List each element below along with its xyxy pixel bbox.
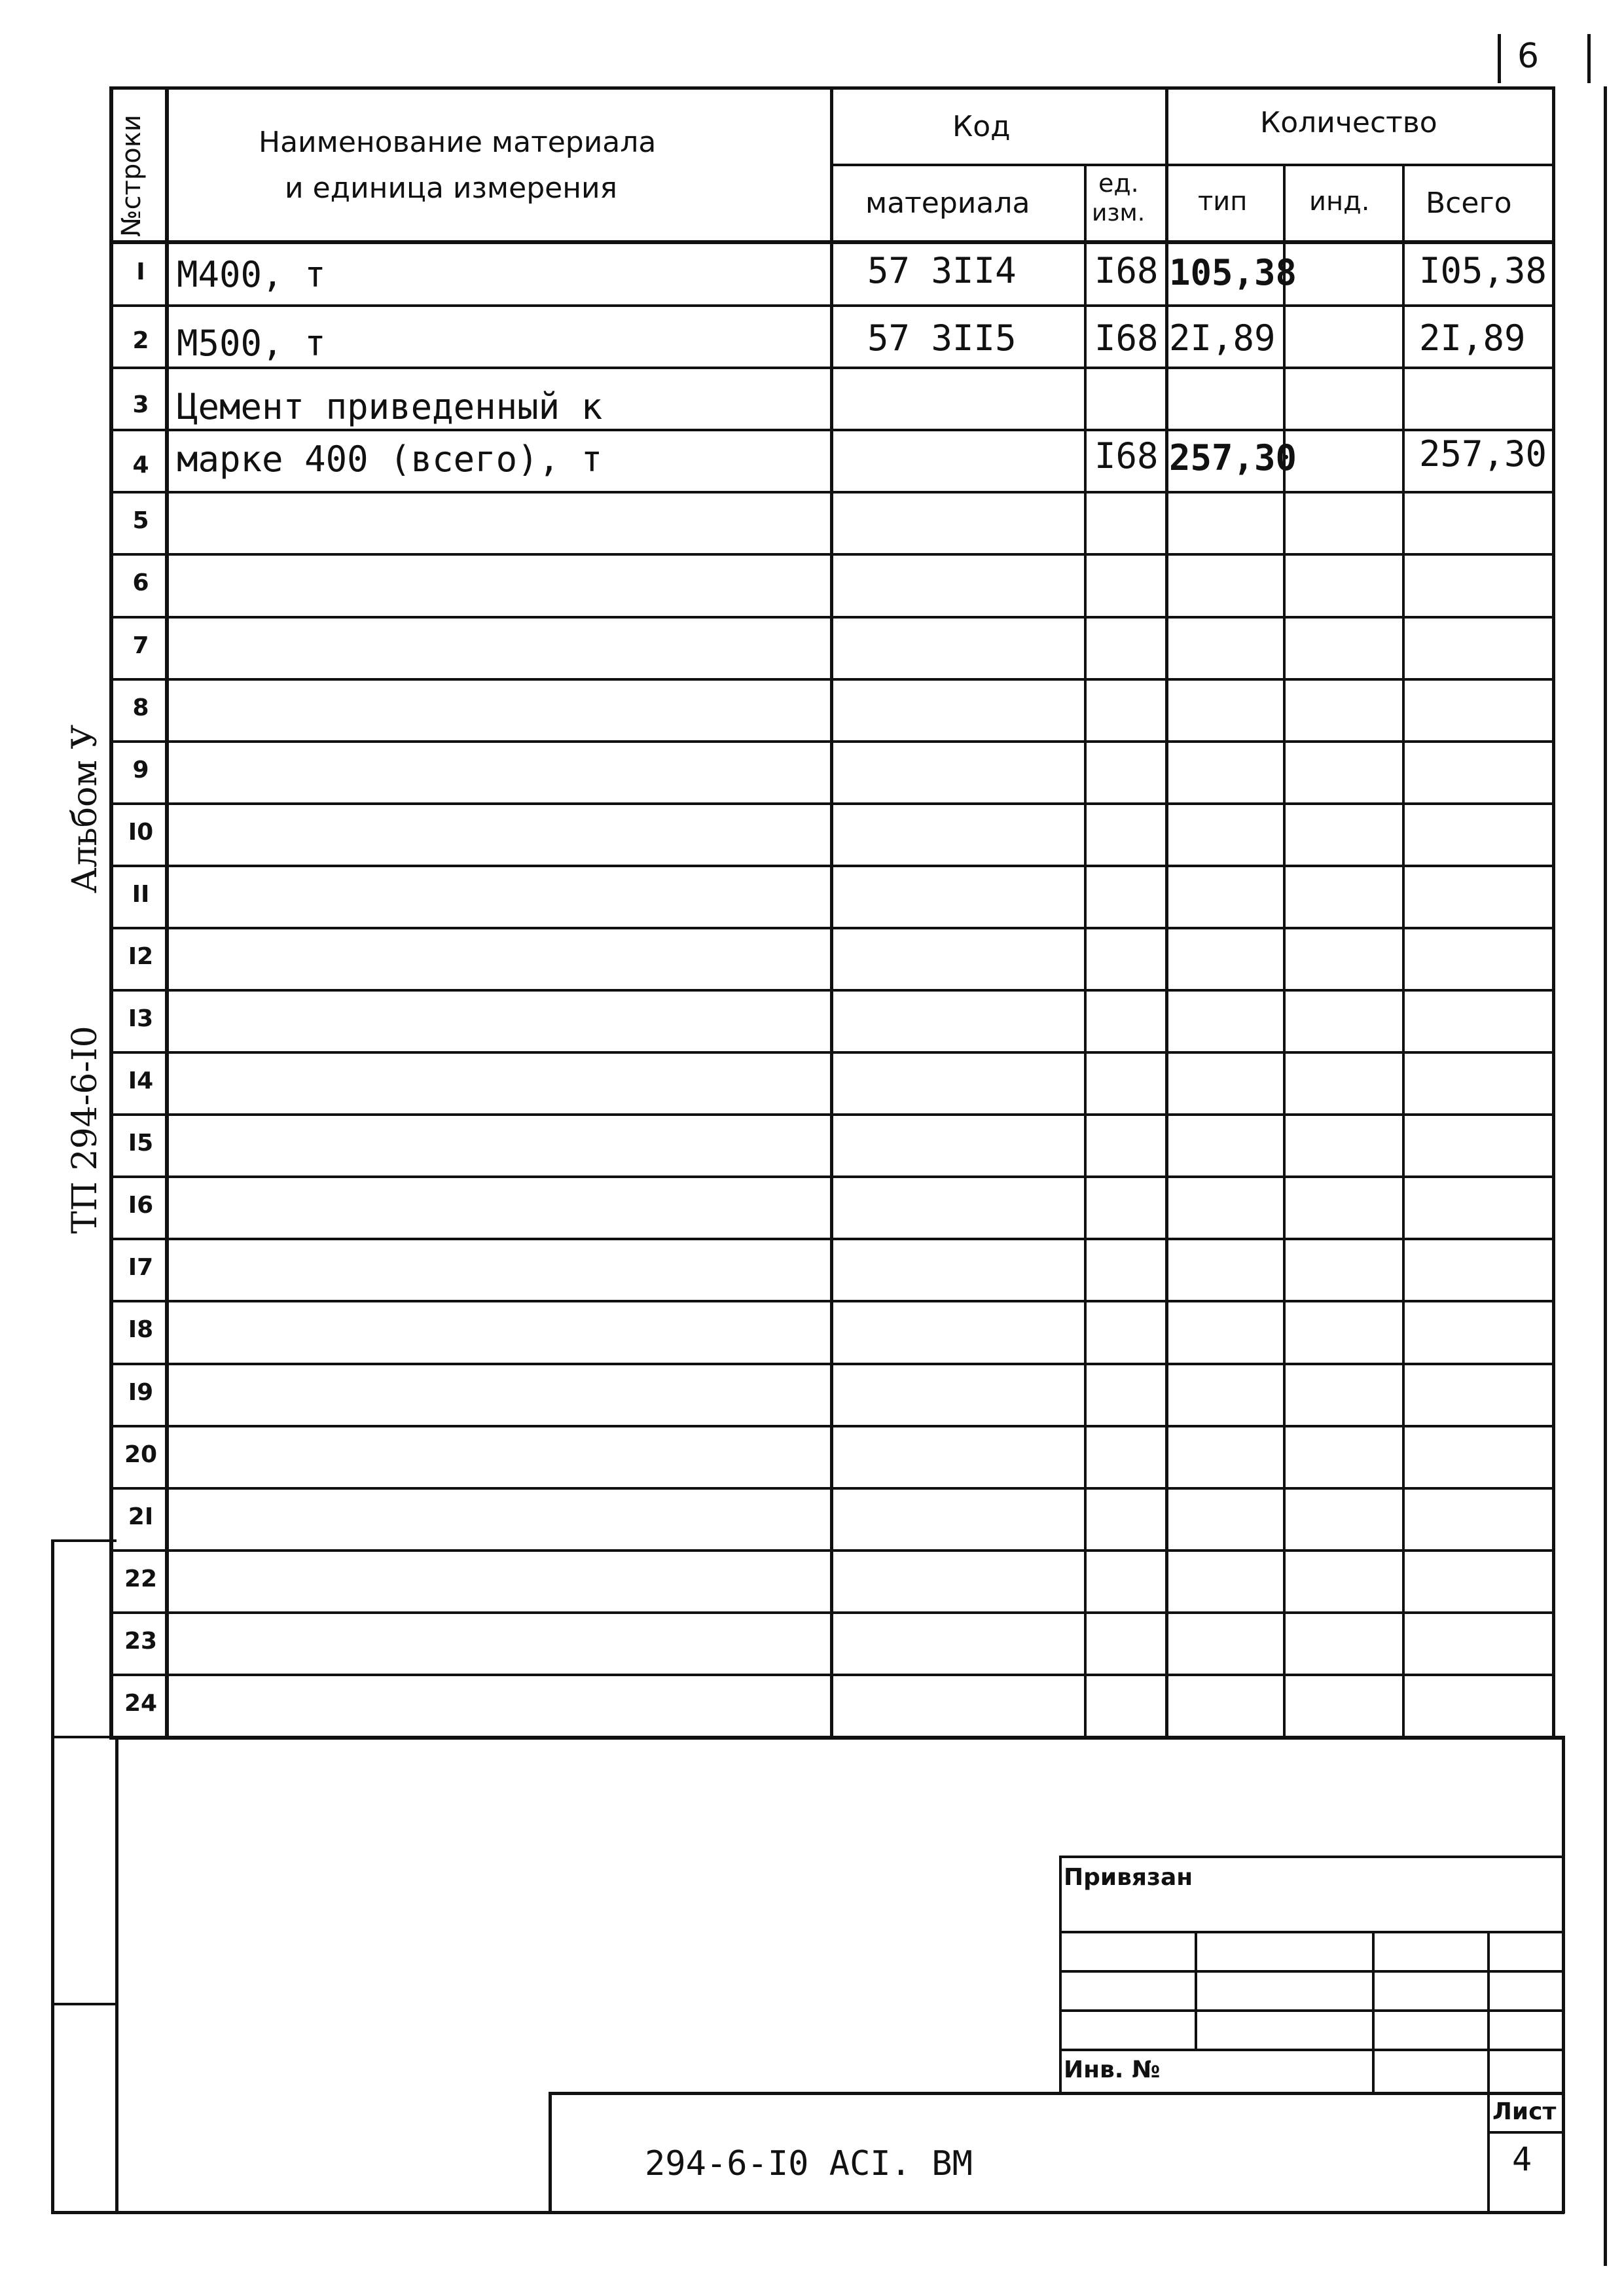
material-code: 57 3II4 bbox=[867, 250, 1017, 291]
material-name: Цемент приведенный к bbox=[177, 386, 603, 427]
project-label: ТП 294-6-I0 bbox=[65, 1026, 105, 1234]
row-number: 20 bbox=[124, 1441, 158, 1468]
type-quantity: 105,38 bbox=[1169, 252, 1297, 293]
row-number: I9 bbox=[128, 1379, 154, 1406]
name-header-line2: и единица измерения bbox=[285, 171, 618, 205]
row-number: 4 bbox=[132, 452, 149, 478]
total-header: Всего bbox=[1426, 187, 1512, 220]
row-number: 24 bbox=[124, 1690, 158, 1717]
page-number-divider bbox=[1587, 34, 1591, 83]
row-number: I8 bbox=[128, 1316, 154, 1343]
unit-code: I68 bbox=[1094, 250, 1159, 291]
page-frame-right bbox=[1604, 86, 1607, 2266]
row-divider bbox=[113, 1051, 1555, 1054]
row-number: I5 bbox=[128, 1130, 154, 1157]
row-divider bbox=[113, 1363, 1555, 1365]
unit-header-line1: ед. bbox=[1098, 169, 1139, 198]
row-divider bbox=[113, 616, 1555, 619]
row-divider bbox=[113, 740, 1555, 743]
unit-code: I68 bbox=[1094, 317, 1159, 359]
row-divider bbox=[113, 1113, 1555, 1116]
material-code: 57 3II5 bbox=[867, 317, 1017, 359]
quantity-header: Количество bbox=[1260, 106, 1437, 139]
row-number: I2 bbox=[128, 943, 154, 970]
row-number: 9 bbox=[132, 757, 149, 783]
total-quantity: I05,38 bbox=[1419, 250, 1547, 291]
row-divider bbox=[113, 1238, 1555, 1240]
type-header: тип bbox=[1198, 187, 1248, 217]
row-number: 2 bbox=[132, 327, 149, 354]
ind-header: инд. bbox=[1309, 187, 1370, 217]
row-number: 5 bbox=[132, 507, 149, 534]
type-quantity: 257,30 bbox=[1169, 437, 1297, 478]
row-divider bbox=[113, 491, 1555, 493]
row-number: I6 bbox=[128, 1192, 154, 1219]
unit-code: I68 bbox=[1094, 435, 1159, 476]
row-divider bbox=[113, 1611, 1555, 1614]
album-label: Альбом У bbox=[65, 725, 105, 893]
code-header: Код bbox=[952, 110, 1011, 143]
page-number-divider bbox=[1498, 34, 1501, 83]
total-quantity: 2I,89 bbox=[1419, 317, 1526, 359]
row-divider bbox=[113, 865, 1555, 867]
row-divider bbox=[113, 429, 1555, 431]
name-header-line1: Наименование материала bbox=[259, 126, 657, 159]
total-quantity: 257,30 bbox=[1419, 433, 1547, 475]
unit-header-line2: изм. bbox=[1092, 200, 1146, 226]
sheet-number: 4 bbox=[1512, 2140, 1532, 2178]
row-divider bbox=[113, 1300, 1555, 1302]
sheet-label: Лист bbox=[1492, 2098, 1557, 2125]
row-number: 23 bbox=[124, 1628, 158, 1655]
row-number: II bbox=[132, 881, 150, 908]
row-divider bbox=[113, 927, 1555, 929]
row-number-header: №строки bbox=[117, 115, 147, 237]
row-number: 6 bbox=[132, 569, 149, 596]
bound-label: Привязан bbox=[1064, 1864, 1193, 1891]
page-number: 6 bbox=[1517, 37, 1540, 76]
row-divider bbox=[113, 678, 1555, 681]
row-number: I7 bbox=[128, 1254, 154, 1281]
row-divider bbox=[113, 1175, 1555, 1178]
row-divider bbox=[113, 553, 1555, 556]
material-name: М500, т bbox=[177, 323, 326, 364]
material-code-header: материала bbox=[865, 187, 1030, 220]
inventory-label: Инв. № bbox=[1064, 2056, 1161, 2083]
row-number: 22 bbox=[124, 1566, 158, 1592]
row-number: I0 bbox=[128, 819, 154, 846]
row-divider bbox=[113, 989, 1555, 992]
document-designation: 294-6-I0 АСI. ВМ bbox=[645, 2144, 973, 2183]
row-number: 8 bbox=[132, 694, 149, 721]
row-divider bbox=[113, 1674, 1555, 1676]
row-divider bbox=[113, 1487, 1555, 1490]
material-name: марке 400 (всего), т bbox=[177, 439, 603, 480]
row-divider bbox=[113, 802, 1555, 805]
row-number: I4 bbox=[128, 1067, 154, 1094]
row-divider bbox=[113, 1549, 1555, 1552]
row-divider bbox=[113, 367, 1555, 369]
row-number: I bbox=[136, 259, 145, 285]
row-number: 3 bbox=[132, 391, 149, 418]
row-divider bbox=[113, 1425, 1555, 1427]
row-number: 7 bbox=[132, 632, 149, 659]
type-quantity: 2I,89 bbox=[1169, 317, 1276, 359]
row-number: I3 bbox=[128, 1005, 154, 1032]
material-name: М400, т bbox=[177, 254, 326, 295]
row-divider bbox=[113, 304, 1555, 307]
row-number: 2I bbox=[128, 1503, 154, 1530]
